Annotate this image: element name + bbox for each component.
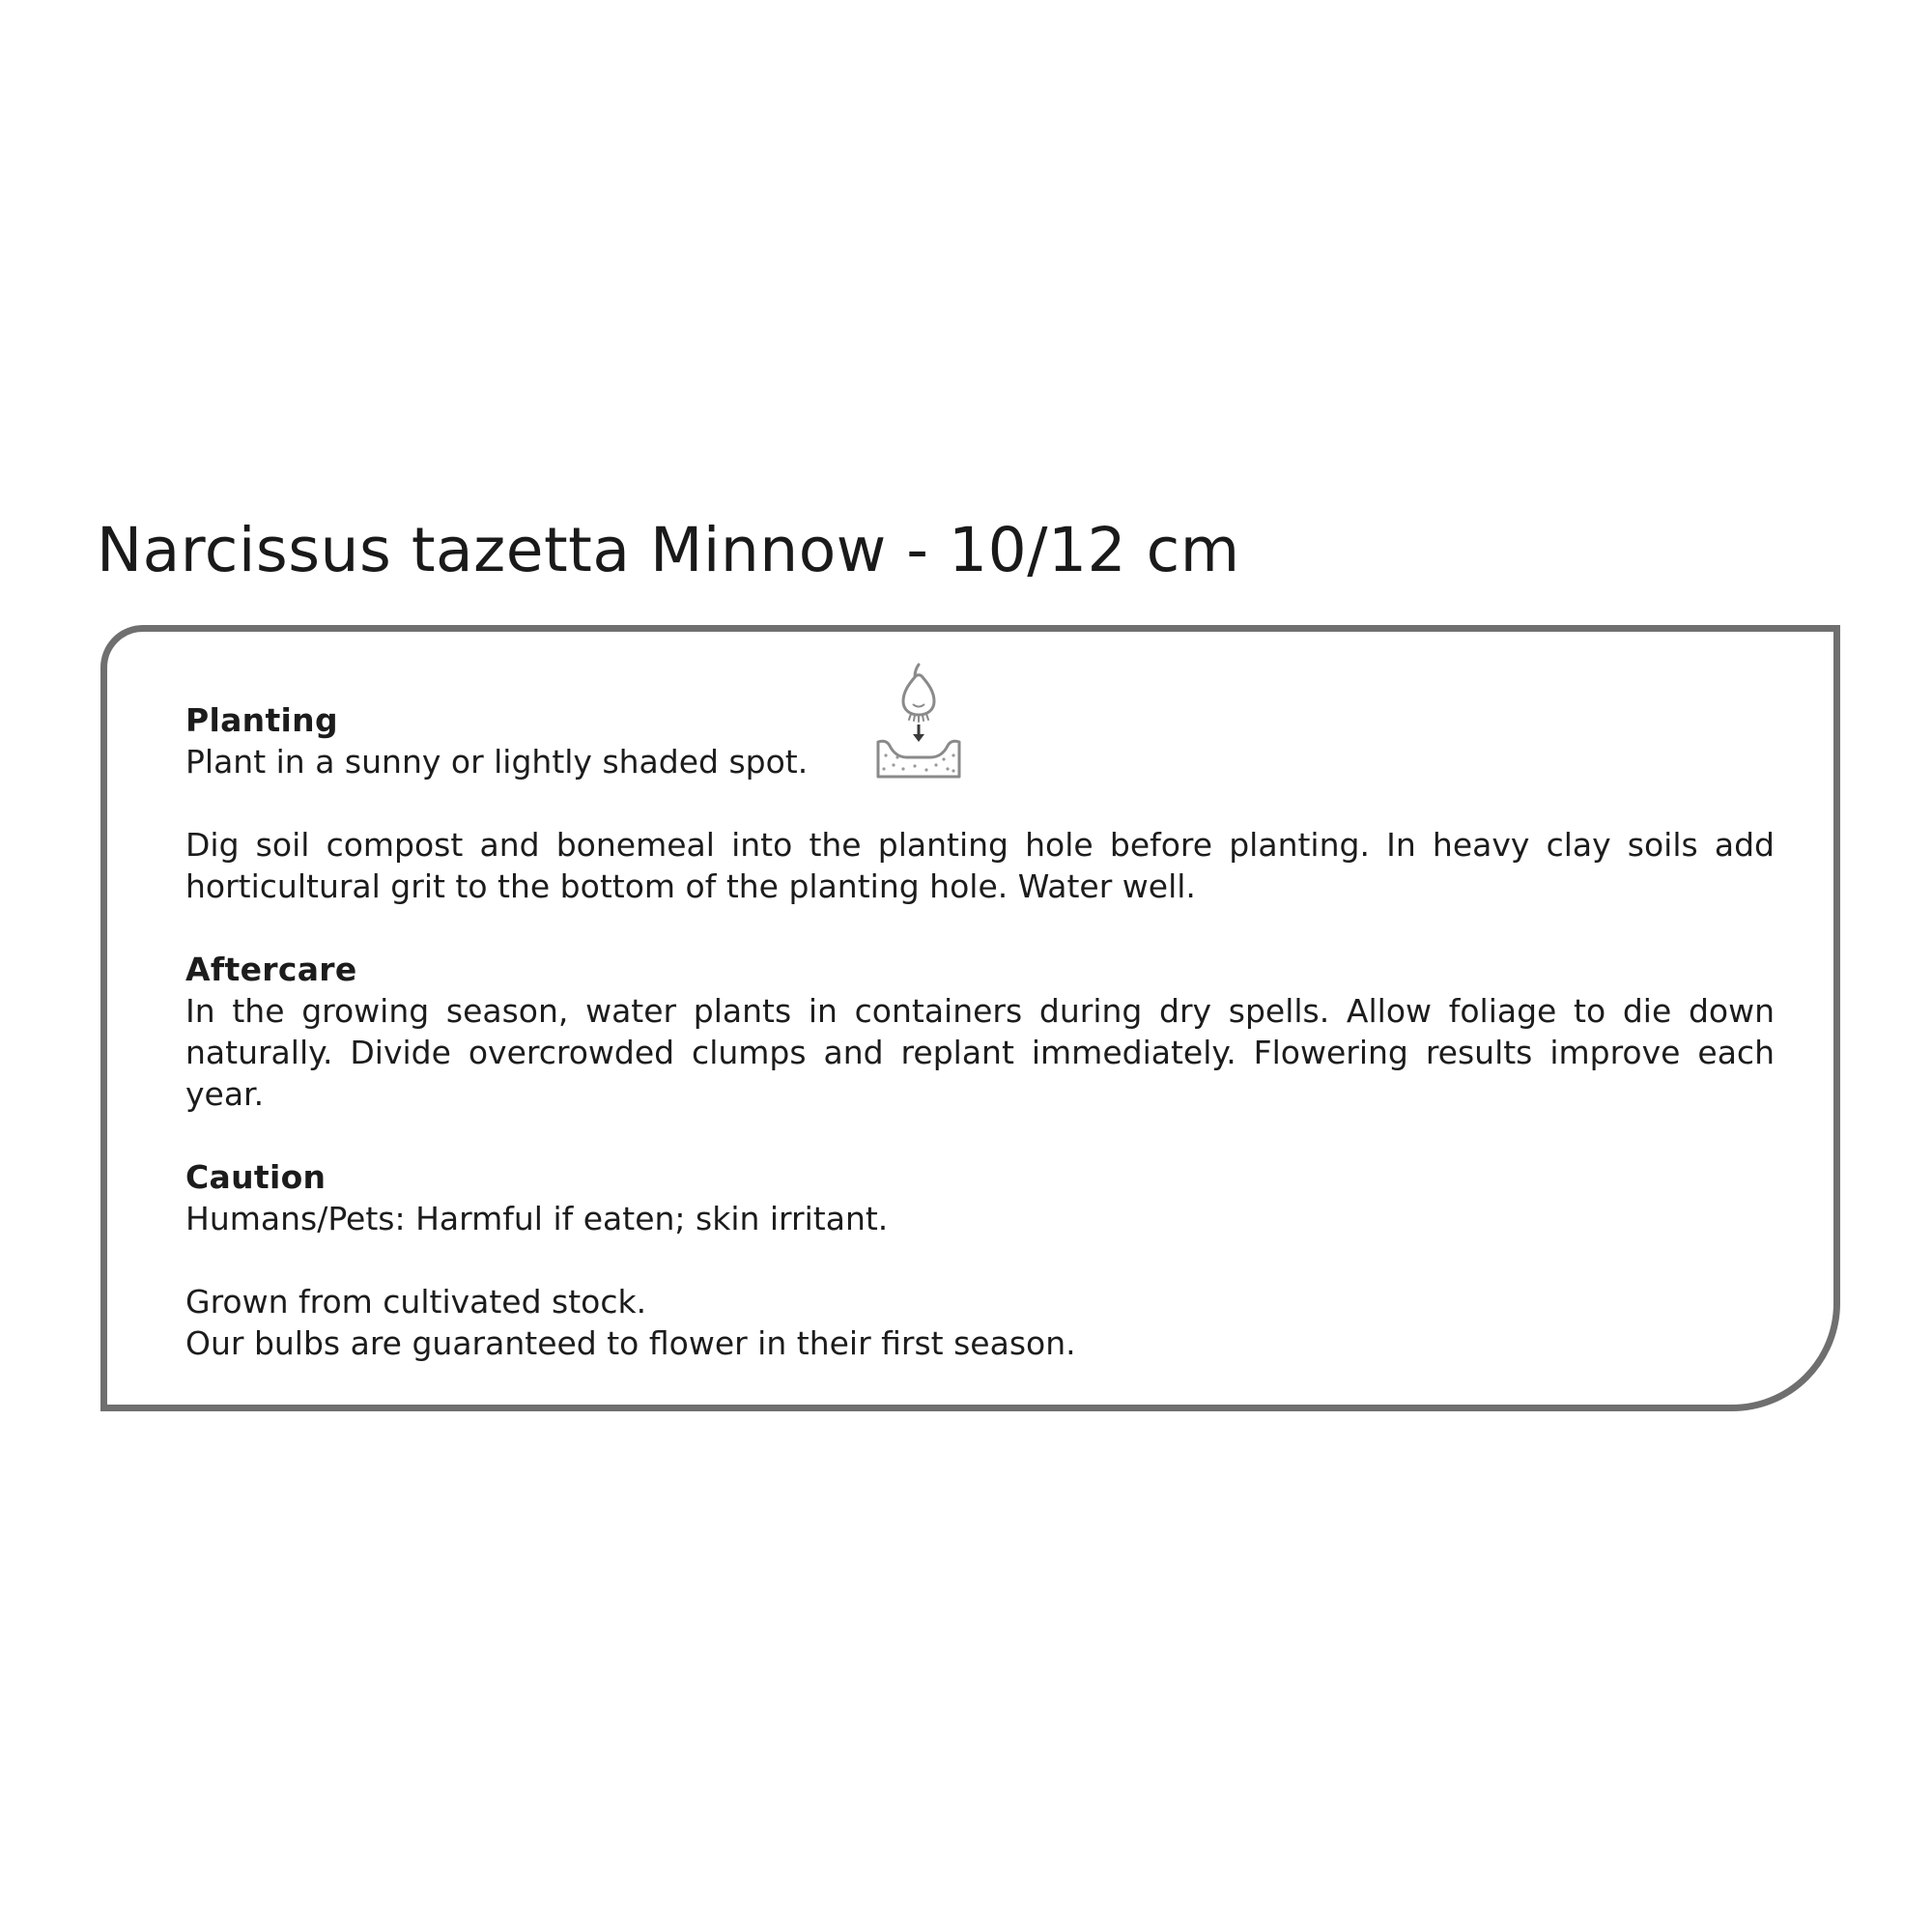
planting-text-1: Plant in a sunny or lightly shaded spot.: [185, 743, 809, 781]
footer-text-2: Our bulbs are guaranteed to flower in their first season.: [185, 1324, 1076, 1362]
aftercare-heading: Aftercare: [185, 951, 357, 988]
planting-text-2: Dig soil compost and bonemeal into the planting hole before planting. In heavy clay soils add horticultural grit to the bottom of the planting hole. Water well.: [185, 826, 1775, 905]
caution-heading: Caution: [185, 1158, 327, 1196]
planting-heading: Planting: [185, 701, 338, 739]
aftercare-text: In the growing season, water plants in containers during dry spells. Allow foliage to die down naturally. Divide overcrowded clumps and replant immediately. Flowering results improve each year.: [185, 992, 1775, 1113]
card-content: [185, 699, 1775, 1364]
caution-text: Humans/Pets: Harmful if eaten; skin irritant.: [185, 1200, 889, 1237]
footer-text-1: Grown from cultivated stock.: [185, 1283, 647, 1321]
planting-info-card: [100, 625, 1840, 1411]
product-title: Narcissus tazetta Minnow - 10/12 cm: [97, 515, 1240, 585]
